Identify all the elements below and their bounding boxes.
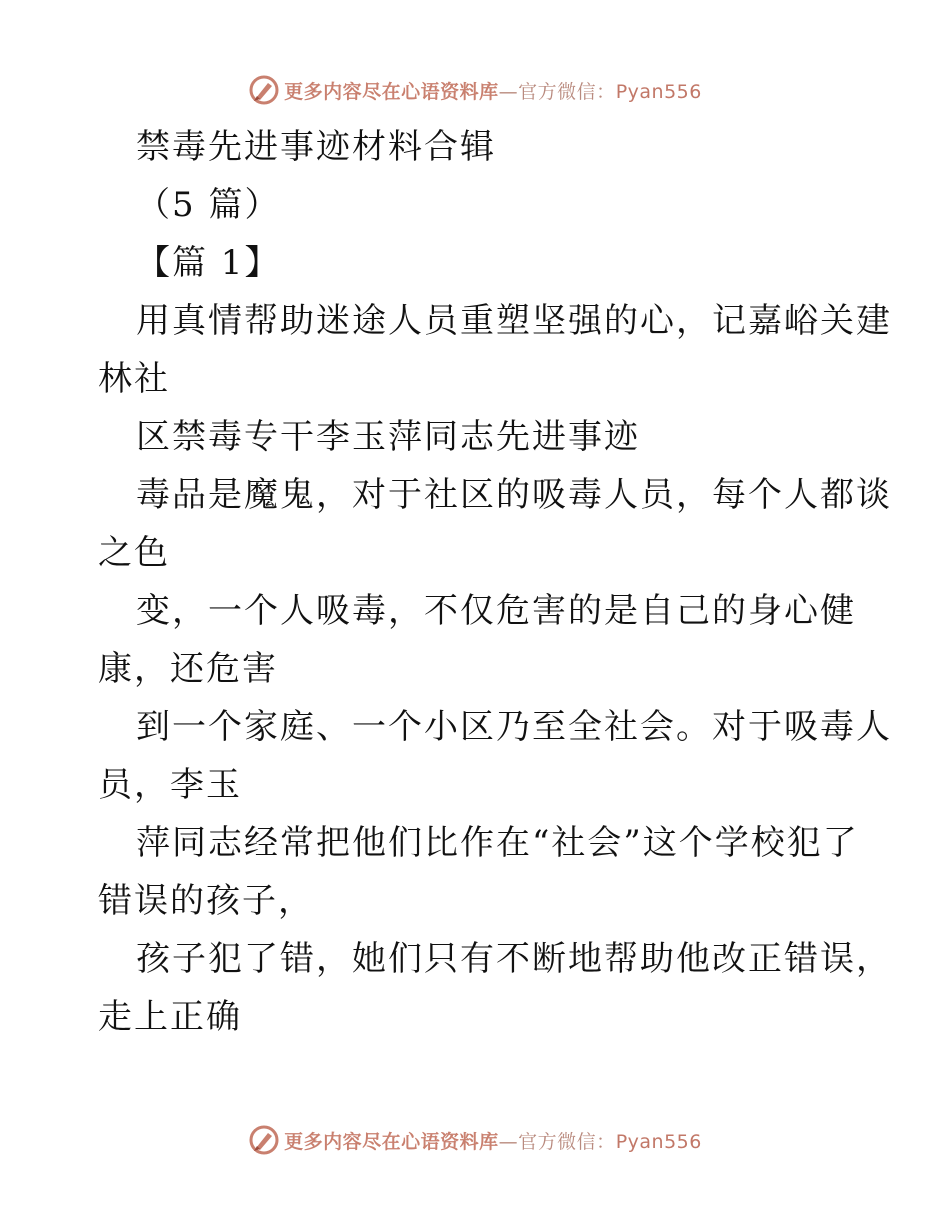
banner-brand: 更多内容尽在心语资料库 <box>284 80 499 103</box>
banner-text <box>284 1127 702 1154</box>
paragraph-line: 林社 <box>98 359 170 399</box>
footer-banner <box>0 1120 950 1160</box>
document-title: 禁毒先进事迹材料合辑 <box>136 127 496 167</box>
document-body <box>98 118 892 1046</box>
paragraph-line: 之色 <box>98 533 170 573</box>
banner-separator: — <box>498 1130 519 1153</box>
paragraph-line: 员，李玉 <box>98 765 242 805</box>
header-banner <box>0 70 950 110</box>
paragraph-line: 康，还危害 <box>98 649 278 689</box>
paragraph-line: 到一个家庭、一个小区乃至全社会。对于吸毒人 <box>136 707 892 747</box>
banner-brand: 更多内容尽在心语资料库 <box>284 1130 499 1153</box>
banner-separator: — <box>498 80 519 103</box>
pen-logo-icon <box>248 1124 280 1156</box>
paragraph-line: 走上正确 <box>98 997 242 1037</box>
banner-wechat-id: Pyan556 <box>615 80 702 103</box>
banner-official: 官方微信： <box>518 1130 616 1153</box>
paragraph-line: 毒品是魔鬼，对于社区的吸毒人员，每个人都谈 <box>136 475 892 515</box>
section-heading: 【篇 1】 <box>136 243 281 283</box>
paragraph-line: 变，一个人吸毒，不仅危害的是自己的身心健 <box>136 591 856 631</box>
banner-text <box>284 77 702 104</box>
paragraph-line: 区禁毒专干李玉萍同志先进事迹 <box>136 417 640 457</box>
paragraph-line: 错误的孩子， <box>98 881 314 921</box>
document-count: （5 篇） <box>136 185 281 225</box>
paragraph-line: 孩子犯了错，她们只有不断地帮助他改正错误， <box>136 939 892 979</box>
pen-logo-icon <box>248 74 280 106</box>
paragraph-line: 用真情帮助迷途人员重塑坚强的心，记嘉峪关建 <box>136 301 892 341</box>
banner-official: 官方微信： <box>518 80 616 103</box>
banner-wechat-id: Pyan556 <box>615 1130 702 1153</box>
paragraph-line: 萍同志经常把他们比作在“社会”这个学校犯了 <box>136 823 859 863</box>
